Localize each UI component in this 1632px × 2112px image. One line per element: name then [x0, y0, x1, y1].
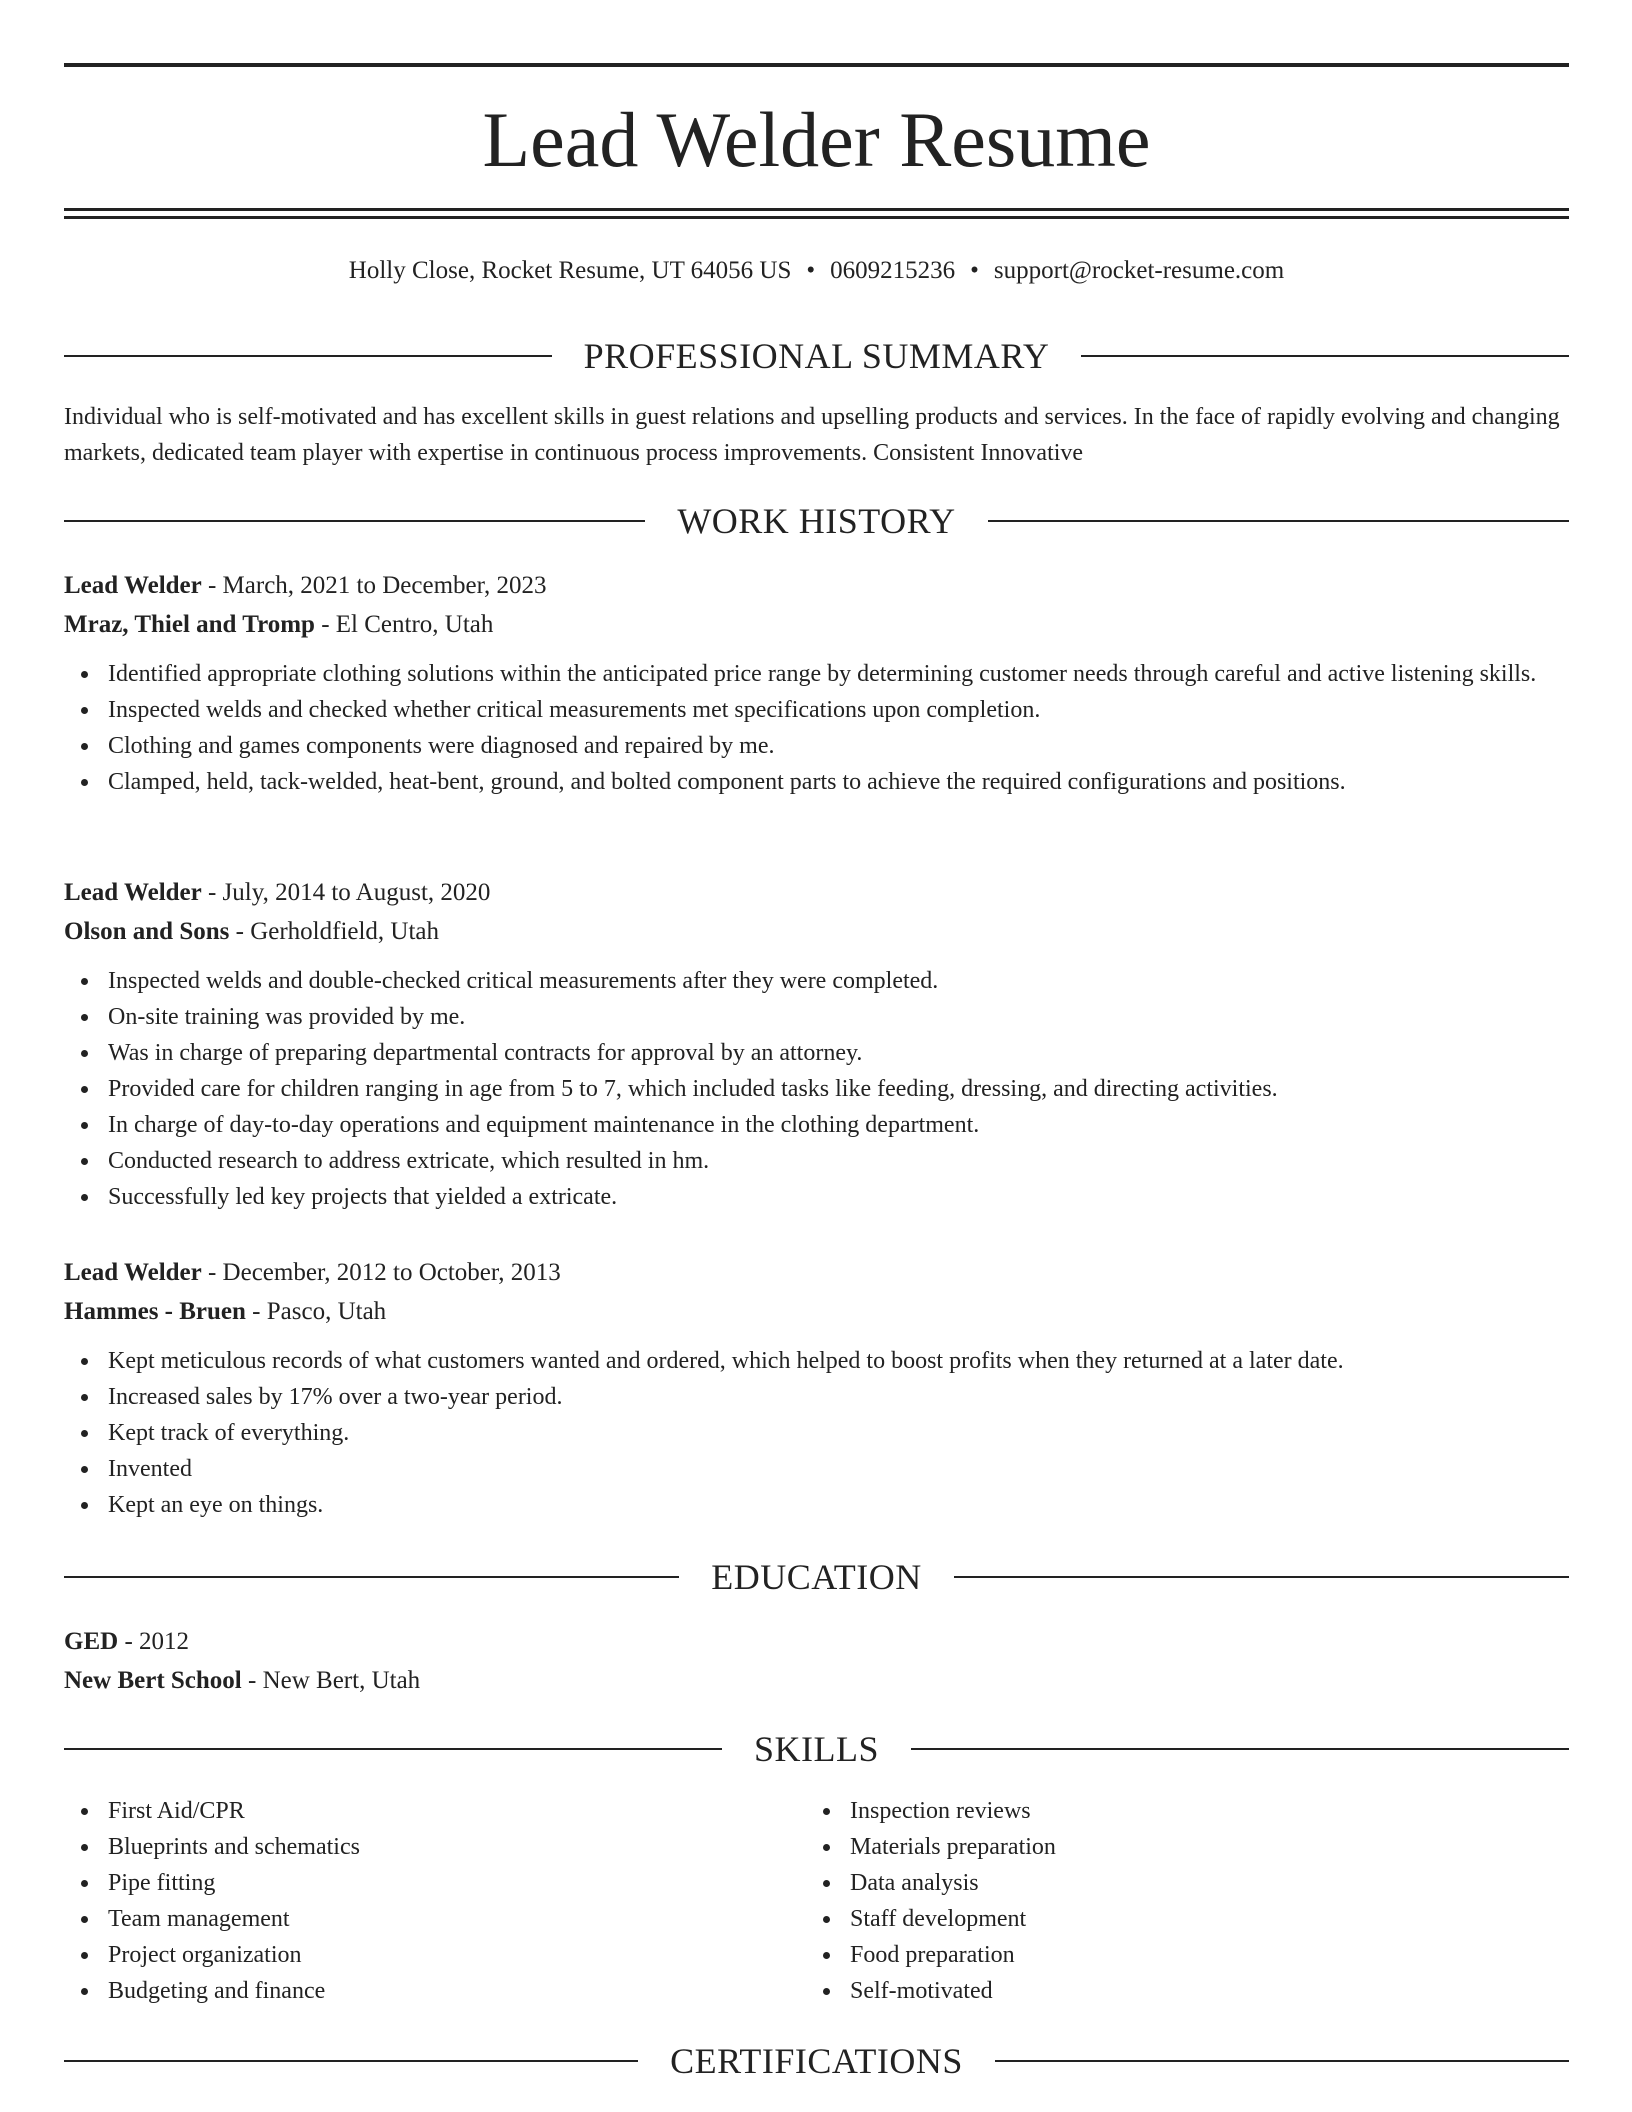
section-title: WORK HISTORY [645, 501, 987, 541]
list-item: Clothing and games components were diagnosed and repaired by me. [108, 728, 1569, 764]
list-item: Was in charge of preparing departmental contracts for approval by an attorney. [108, 1035, 1569, 1071]
list-item: Provided care for children ranging in age from 5 to 7, which included tasks like feeding, dressing, and directing activities. [108, 1071, 1569, 1107]
list-item: Successfully led key projects that yielded a extricate. [108, 1179, 1569, 1215]
list-item: Kept track of everything. [108, 1415, 1569, 1451]
job-title-line [64, 566, 1569, 605]
list-item: Identified appropriate clothing solutions within the anticipated price range by determining customer needs through careful and active listening skills. [108, 656, 1569, 692]
job-dates: - March, 2021 to December, 2023 [201, 572, 547, 599]
section-title: CERTIFICATIONS [638, 2041, 995, 2081]
contact-address: Holly Close, Rocket Resume, UT 64056 US [348, 257, 792, 284]
job-entry [64, 566, 1569, 800]
contact-separator: • [970, 257, 979, 284]
section-header-certifications [64, 2038, 1569, 2084]
job-location: - Gerholdfield, Utah [229, 918, 440, 945]
contact-phone: 0609215236 [830, 257, 956, 284]
job-entry [64, 873, 1569, 1215]
list-item: First Aid/CPR [108, 1793, 806, 1829]
job-company: Olson and Sons [64, 918, 230, 945]
list-item: Staff development [850, 1901, 1548, 1937]
job-title-line [64, 873, 1569, 912]
list-item: Kept meticulous records of what customers wanted and ordered, which helped to boost profits when they returned at a later date. [108, 1343, 1569, 1379]
section-title: SKILLS [722, 1729, 911, 1769]
job-location: - Pasco, Utah [245, 1298, 387, 1325]
job-location: - El Centro, Utah [314, 611, 494, 638]
list-item: Inspected welds and checked whether critical measurements met specifications upon completion. [108, 692, 1569, 728]
list-item: Inspected welds and double-checked critical measurements after they were completed. [108, 963, 1569, 999]
list-item: Data analysis [850, 1865, 1548, 1901]
list-item: Conducted research to address extricate, which resulted in hm. [108, 1143, 1569, 1179]
section-title: PROFESSIONAL SUMMARY [552, 336, 1082, 376]
job-bullets [64, 963, 1569, 1215]
job-title-line [64, 1253, 1569, 1292]
list-item: Clamped, held, tack-welded, heat-bent, ground, and bolted component parts to achieve the required configurations and positions. [108, 764, 1569, 800]
job-dates: - July, 2014 to August, 2020 [201, 879, 491, 906]
list-item: Food preparation [850, 1937, 1548, 1973]
list-item: In charge of day-to-day operations and equipment maintenance in the clothing department. [108, 1107, 1569, 1143]
education-degree-line [64, 1622, 1569, 1661]
list-item: Kept an eye on things. [108, 1487, 1569, 1523]
skills-column-right [806, 1793, 1548, 2009]
title-rule-lower [64, 216, 1569, 219]
list-item: Self-motivated [850, 1973, 1548, 2009]
education-location: - New Bert, Utah [241, 1667, 421, 1694]
section-header-education [64, 1554, 1569, 1600]
job-title: Lead Welder [64, 572, 202, 599]
top-rule [64, 63, 1569, 67]
job-company-line [64, 1292, 1569, 1331]
job-company: Hammes - Bruen [64, 1298, 246, 1325]
job-entry [64, 1253, 1569, 1523]
summary-text: Individual who is self-motivated and has excellent skills in guest relations and upselling products and services. In the face of rapidly evolving and changing markets, dedicated team player with expertise in continuous process improvements. Consistent Innovative [64, 404, 1560, 466]
job-title: Lead Welder [64, 879, 202, 906]
contact-line [64, 254, 1569, 288]
job-bullets [64, 656, 1569, 800]
list-item: On-site training was provided by me. [108, 999, 1569, 1035]
list-item: Invented [108, 1451, 1569, 1487]
list-item: Materials preparation [850, 1829, 1548, 1865]
education-degree: GED [64, 1628, 119, 1655]
list-item: Budgeting and finance [108, 1973, 806, 2009]
education-year: - 2012 [118, 1628, 190, 1655]
section-header-summary [64, 333, 1569, 379]
contact-separator: • [806, 257, 816, 284]
education-school: New Bert School [64, 1667, 242, 1694]
job-company-line [64, 605, 1569, 644]
skills-list [64, 1793, 1569, 2009]
job-company: Mraz, Thiel and Tromp [64, 611, 315, 638]
list-item: Project organization [108, 1937, 806, 1973]
job-dates: - December, 2012 to October, 2013 [201, 1259, 561, 1286]
list-item: Team management [108, 1901, 806, 1937]
section-header-work-history [64, 498, 1569, 544]
job-company-line [64, 912, 1569, 951]
list-item: Pipe fitting [108, 1865, 806, 1901]
list-item: Inspection reviews [850, 1793, 1548, 1829]
title-rule-upper [64, 208, 1569, 211]
contact-email: support@rocket-resume.com [993, 257, 1285, 284]
section-header-skills [64, 1726, 1569, 1772]
list-item: Blueprints and schematics [108, 1829, 806, 1865]
page-title: Lead Welder Resume [482, 96, 1151, 183]
education-school-line [64, 1661, 1569, 1700]
list-item: Increased sales by 17% over a two-year period. [108, 1379, 1569, 1415]
job-title: Lead Welder [64, 1259, 202, 1286]
job-bullets [64, 1343, 1569, 1523]
section-title: EDUCATION [679, 1557, 953, 1597]
education-entry [64, 1622, 1569, 1700]
skills-column-left [64, 1793, 806, 2009]
